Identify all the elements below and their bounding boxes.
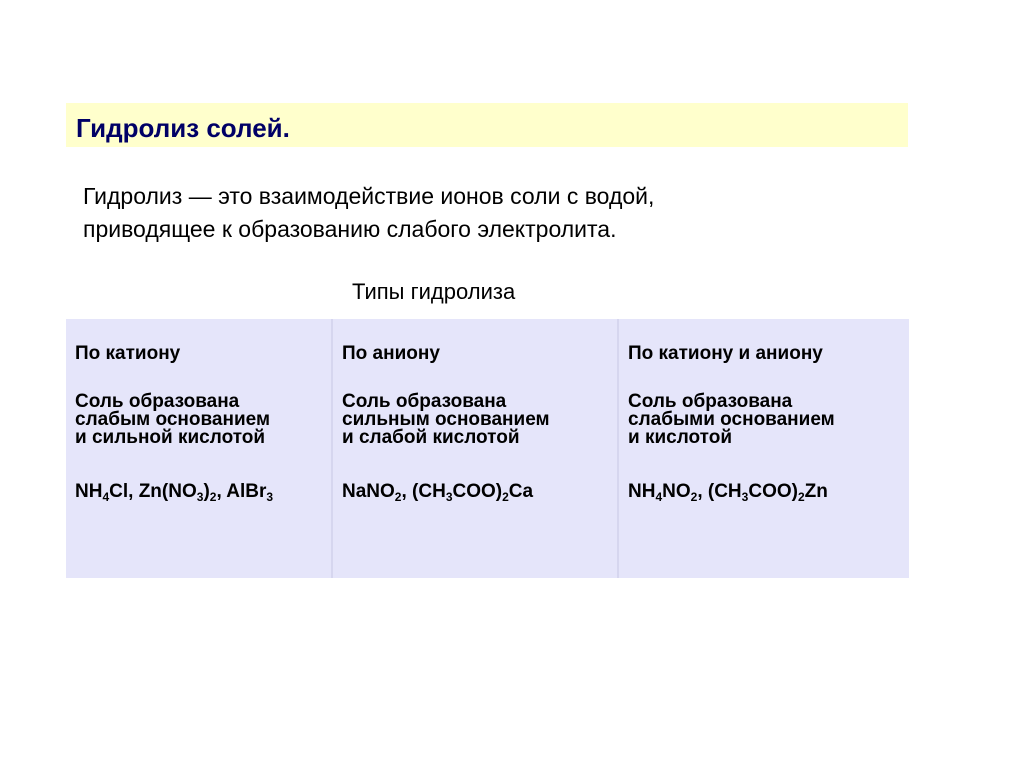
column-header: По аниону [342,343,440,364]
slide-title: Гидролиз солей. [76,113,290,143]
column-cation-anion [619,319,909,578]
column-cation [66,319,331,578]
hydrolysis-types-table [66,319,909,578]
description-line: сильным основанием [342,409,550,430]
definition-text [83,180,843,246]
formula-subscript: 4 [655,490,663,504]
description-line: Соль образована [75,391,240,412]
column-description [75,393,335,447]
formula-subscript: 2 [690,490,698,504]
description-line: и кислотой [628,427,733,448]
description-line: и сильной кислотой [75,427,266,448]
description-line: Соль образована [628,391,793,412]
formula-subscript: 2 [797,490,805,504]
definition-line-2: приводящее к образованию слабого электролита. [83,216,617,242]
formula-subscript: 2 [394,490,402,504]
column-description [628,393,888,447]
description-line: Соль образована [342,391,507,412]
definition-line-1: Гидролиз — это взаимодействие ионов соли с водой, [83,183,655,209]
description-line: слабым основанием [75,409,271,430]
description-line: и слабой кислотой [342,427,520,448]
formula-subscript: 2 [209,490,217,504]
formula-subscript: 3 [741,490,749,504]
description-line: слабыми основанием [628,409,835,430]
example-formulas: $NH_4NO_2$, $(CH_3COO)_2Zn$ [628,481,828,504]
example-formulas: $NH_4Cl$, $Zn(NO_3)_2$, AlBr$_3$ [75,481,274,504]
example-formulas: NaNO$_2$, $(CH_3COO)_2Ca$ [342,481,534,504]
column-header: По катиону [75,343,181,364]
column-description [342,393,602,447]
table-caption: Типы гидролиза [352,279,516,304]
formula-subscript: 4 [102,490,110,504]
formula-subscript: 2 [502,490,509,504]
column-header: По катиону и аниону [628,343,823,364]
formula-subscript: 3 [196,490,204,504]
formula-subscript: 3 [266,490,274,504]
title-bar [66,103,908,147]
column-anion [333,319,617,578]
formula-subscript: 3 [445,490,453,504]
